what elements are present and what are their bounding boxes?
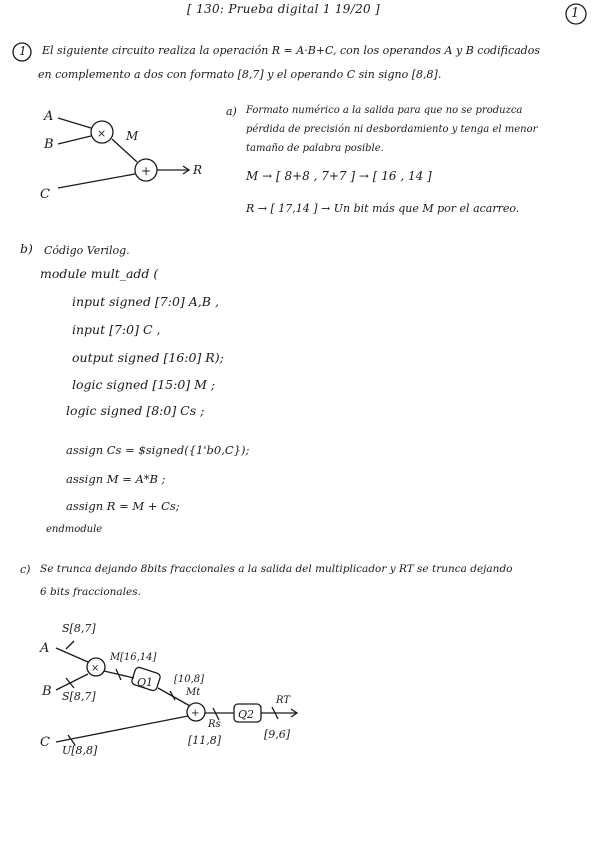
input-a-label-2: A [40,641,50,656]
multiplier-symbol: × [97,127,107,140]
input-c-label: C [40,187,50,202]
code-line-assign-cs: assign Cs = $signed({1'b0,C}); [66,443,250,457]
wire-c-2 [56,716,188,742]
part-b-title: Código Verilog. [44,244,130,257]
part-c-letter: c) [20,563,31,576]
page-header-title: [ 130: Prueba digital 1 19/20 ] [187,2,381,16]
page-number-circle [566,4,586,24]
code-line-input-c: input [7:0] C , [72,322,161,337]
format-rs-label: [11,8] [188,734,222,747]
part-a-line-1: Formato numérico a la salida para que no se produzca [246,105,523,116]
part-c-line-2: 6 bits fraccionales. [40,586,141,598]
input-b-label: B [44,137,54,152]
part-b-letter: b) [20,241,33,256]
part-a-m-equation: M → [ 8+8 , 7+7 ] → [ 16 , 14 ] [246,169,432,183]
format-a-label: S[8,7] [62,622,96,635]
code-line-assign-m: assign M = A*B ; [66,472,166,486]
part-a-r-equation: R → [ 17,14 ] → Un bit más que M por el acarreo. [246,202,520,215]
circuit-diagram-2 [39,622,297,757]
q1-label: Q1 [137,676,154,689]
code-line-module: module mult_add ( [40,266,159,281]
format-c-label: U[8,8] [62,744,98,757]
part-a-letter: a) [226,105,237,118]
part-a-line-3: tamaño de palabra posible. [246,143,384,154]
code-line-logic-m: logic signed [15:0] M ; [72,377,216,392]
format-mt-label: [10,8] [174,674,205,685]
code-line-logic-cs: logic signed [8:0] Cs ; [66,403,205,418]
signal-rt-label: RT [276,695,291,706]
input-c-label-2: C [40,735,50,750]
signal-mt-label: Mt [186,687,201,698]
page-number: 1 [571,6,580,21]
output-r-label: R [193,163,203,177]
question-line-2: en complemento a dos con formato [8,7] y el operando C sin signo [8,8]. [38,68,442,81]
multiplier-symbol-2: × [91,663,100,674]
signal-rs-label: Rs [208,719,221,730]
signal-m-label: M [126,129,139,143]
wire-c [58,174,135,188]
part-c-line-1: Se trunca dejando 8bits fraccionales a la salida del multiplicador y RT se trunca dejando [40,563,513,575]
code-line-input-ab: input signed [7:0] A,B , [72,294,219,309]
bus-tick-a [66,641,74,649]
signal-m-label-2: M [110,652,121,663]
part-a-line-2: pérdida de precisión ni desbordamiento y tenga el menor [246,124,538,135]
wire-a-2 [56,648,88,662]
code-line-output-r: output signed [16:0] R); [72,350,224,365]
wire-b-2 [56,674,88,690]
question-number: 1 [19,44,27,58]
input-a-label: A [44,109,54,124]
wire-b [58,136,91,144]
code-line-endmodule: endmodule [46,524,103,535]
code-line-assign-r: assign R = M + Cs; [66,499,180,513]
adder-symbol: + [141,164,152,178]
question-number-circle [13,43,31,61]
question-line-1: El siguiente circuito realiza la operación R = A·B+C, con los operandos A y B codificados [42,44,540,57]
q2-label: Q2 [238,708,255,721]
bus-tick-b [66,678,74,688]
adder-symbol-2: + [191,708,200,719]
format-m-label: [16,14] [120,652,157,663]
format-b-label: S[8,7] [62,690,96,703]
circuit-diagram-1 [40,109,202,202]
format-rt-label: [9,6] [264,728,291,741]
input-b-label-2: B [42,684,52,699]
wire-a [58,118,91,128]
